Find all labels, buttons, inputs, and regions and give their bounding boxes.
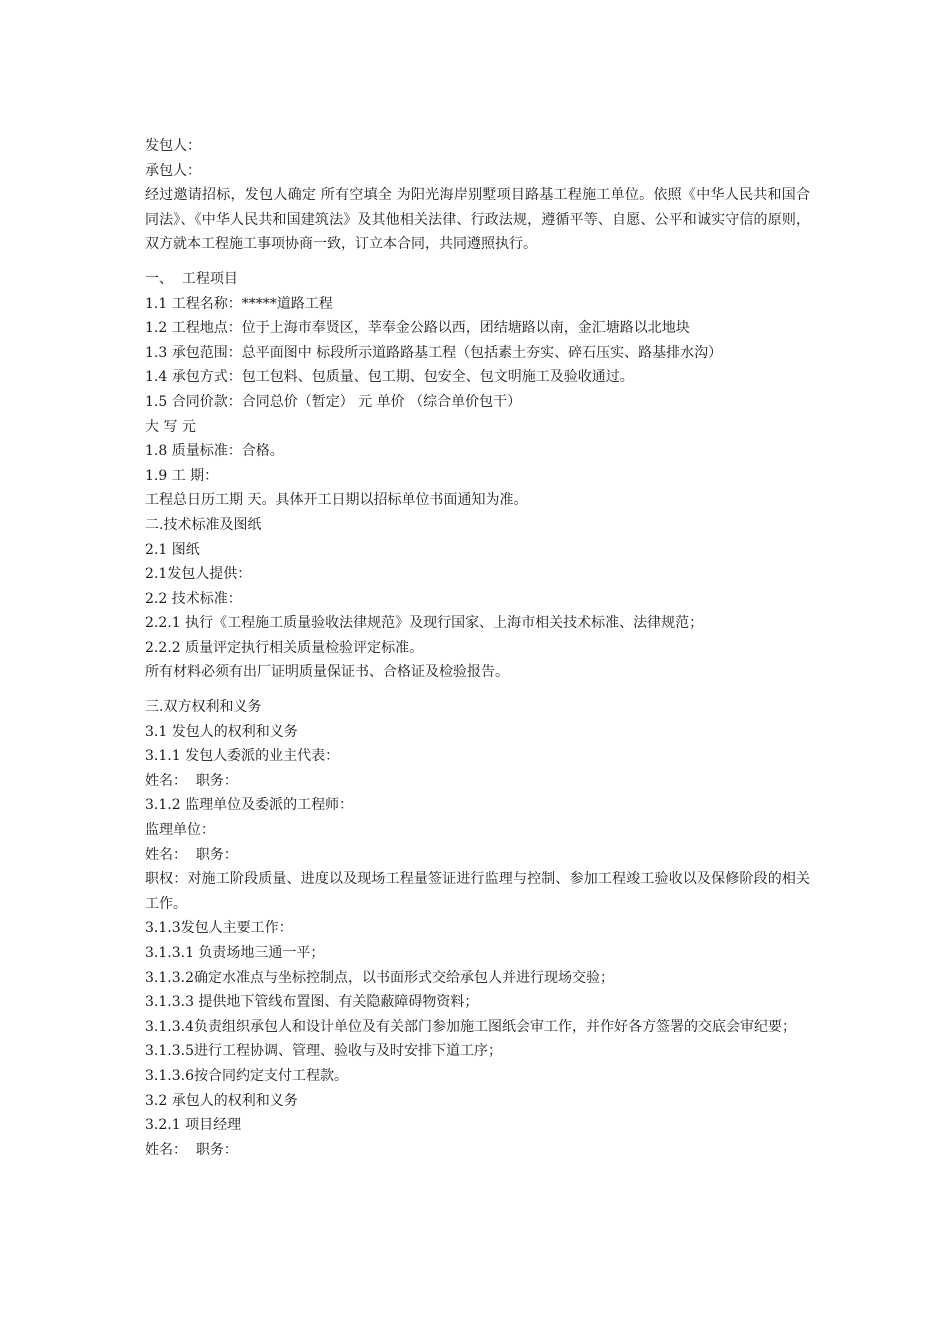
intro-paragraph: 经过邀请招标，发包人确定 所有空填全 为阳光海岸别墅项目路基工程施工单位。依照《中华人民共和国合同法》、《中华人民共和国建筑法》及其他相关法律、行政法规，遵循平等、自愿、公平和诚实守信的原则，双方就本工程施工事项协商一致，订立本合同，共同遵照执行。 — [145, 187, 810, 253]
clause-3-1-3-2: 3.1.3.2确定水准点与坐标控制点，以书面形式交给承包人并进行现场交验； — [145, 969, 614, 986]
authority-paragraph: 职权：对施工阶段质量、进度以及现场工程量签证进行监理与控制、参加工程竣工验收以及保修阶段的相关工作。 — [145, 871, 810, 912]
spacer — [145, 257, 810, 267]
construction-period: 工程总日历工期 天。具体开工日期以招标单位书面通知为准。 — [145, 492, 528, 509]
section-2-title: 二.技术标准及图纸 — [145, 516, 262, 533]
clause-3-1-3-6: 3.1.3.6按合同约定支付工程款。 — [145, 1067, 348, 1084]
contract-body — [145, 134, 810, 1162]
supervision-unit: 监理单位： — [145, 822, 215, 839]
owner-rep-name: 姓名： 职务： — [145, 772, 238, 789]
clause-2-2: 2.2 技术标准： — [145, 590, 242, 607]
clause-1-5: 1.5 合同价款：合同总价（暂定） 元 单价 （综合单价包干） — [145, 393, 522, 410]
contractor-line: 承包人： — [145, 162, 201, 179]
project-manager-name: 姓名： 职务： — [145, 1141, 238, 1158]
clause-2-1-drawings: 2.1 图纸 — [145, 541, 200, 558]
clause-3-2-1: 3.2.1 项目经理 — [145, 1117, 242, 1134]
clause-2-1-provided: 2.1发包人提供： — [145, 566, 252, 583]
clause-3-1-2: 3.1.2 监理单位及委派的工程师： — [145, 797, 354, 814]
section-1-title: 一、 工程项目 — [145, 270, 238, 287]
clause-3-1-3-1: 3.1.3.1 负责场地三通一平； — [145, 945, 325, 961]
clause-1-9: 1.9 工 期： — [145, 467, 219, 484]
clause-2-2-1: 2.2.1 执行《工程施工质量验收法律规范》及现行国家、上海市相关技术标准、法律规范； — [145, 615, 704, 632]
clause-2-2-2: 2.2.2 质量评定执行相关质量检验评定标准。 — [145, 639, 424, 656]
clause-3-1-3-3: 3.1.3.3 提供地下管线布置图、有关隐蔽障碍物资料； — [145, 994, 479, 1011]
clause-3-2: 3.2 承包人的权利和义务 — [145, 1092, 298, 1109]
clause-1-8: 1.8 质量标准：合格。 — [145, 443, 284, 460]
employer-line: 发包人： — [145, 138, 201, 154]
materials-note: 所有材料必须有出厂证明质量保证书、合格证及检验报告。 — [145, 664, 509, 681]
clause-3-1-3: 3.1.3发包人主要工作： — [145, 920, 293, 937]
spacer — [145, 685, 810, 695]
clause-3-1-3-4: 3.1.3.4负责组织承包人和设计单位及有关部门参加施工图纸会审工作，并作好各方签署的交底会审纪要； — [145, 1018, 796, 1035]
clause-3-1-1: 3.1.1 发包人委派的业主代表： — [145, 748, 340, 765]
clause-1-2: 1.2 工程地点：位于上海市奉贤区，莘奉金公路以西，团结塘路以南，金汇塘路以北地块 — [145, 320, 690, 337]
clause-1-1: 1.1 工程名称：*****道路工程 — [145, 295, 333, 312]
section-3-title: 三.双方权利和义务 — [145, 699, 262, 716]
clause-3-1: 3.1 发包人的权利和义务 — [145, 723, 298, 740]
engineer-name: 姓名： 职务： — [145, 846, 238, 863]
clause-1-3: 1.3 承包范围：总平面图中 标段所示道路路基工程（包括素土夯实、碎石压实、路基排水沟） — [145, 344, 723, 361]
amount-in-words: 大 写 元 — [145, 418, 196, 435]
clause-3-1-3-5: 3.1.3.5进行工程协调、管理、验收与及时安排下道工序； — [145, 1043, 502, 1060]
clause-1-4: 1.4 承包方式：包工包料、包质量、包工期、包安全、包文明施工及验收通过。 — [145, 369, 634, 386]
